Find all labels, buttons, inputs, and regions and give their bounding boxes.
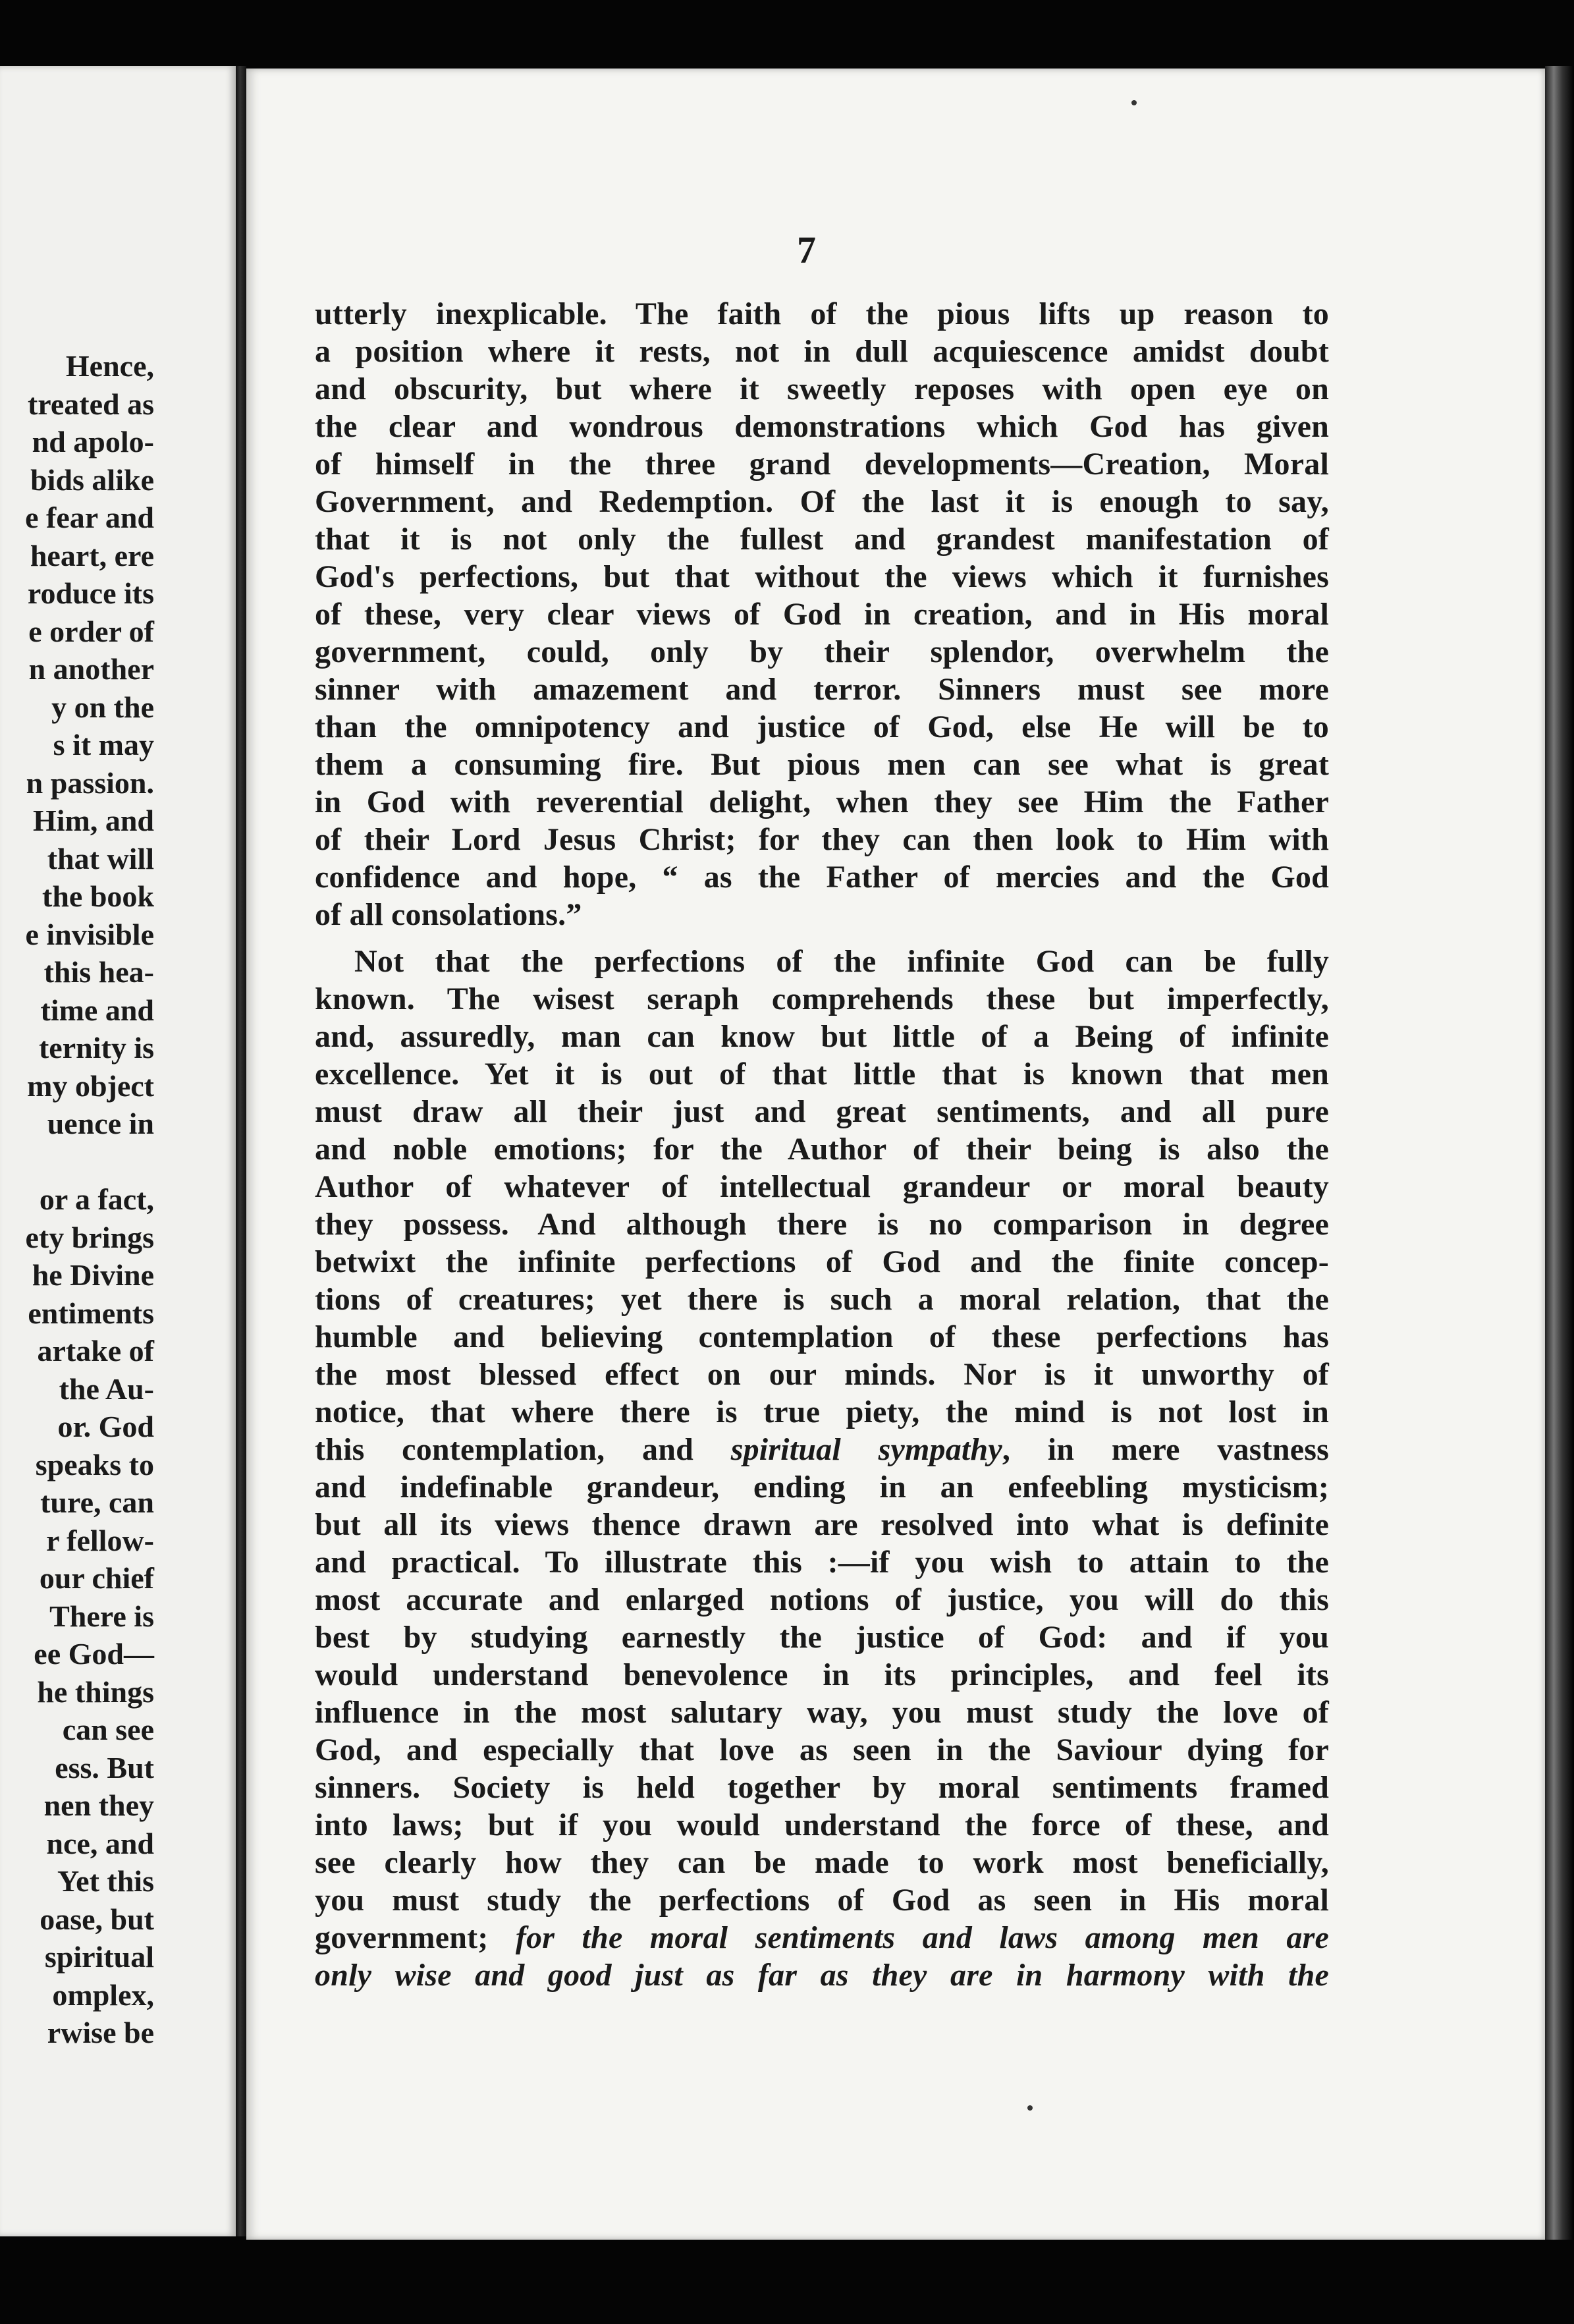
text-line: God, and especially that love as seen in the Saviour dying for xyxy=(315,1732,1329,1767)
previous-page-text xyxy=(25,347,154,2052)
previous-page xyxy=(0,66,236,2236)
text-line: must draw all their just and great sentiments, and all pure xyxy=(315,1094,1329,1129)
previous-page-line: oase, but xyxy=(40,1902,154,1936)
previous-page-line: treated as xyxy=(27,387,154,421)
text-line: humble and believing contemplation of these perfections has xyxy=(315,1319,1329,1354)
text-line: see clearly how they can be made to work most beneficially, xyxy=(315,1845,1329,1880)
text-line: influence in the most salutary way, you must study the love of xyxy=(315,1695,1329,1730)
previous-page-line: uence in xyxy=(47,1107,154,1140)
text-line: and indefinable grandeur, ending in an enfeebling mysticism; xyxy=(315,1470,1329,1505)
previous-page-line: rwise be xyxy=(47,2016,154,2049)
previous-page-line: n another xyxy=(28,652,154,686)
previous-page-line: nce, and xyxy=(46,1826,154,1860)
italic-phrase: spiritual sympathy xyxy=(730,1432,1002,1467)
text-line: utterly inexplicable. The faith of the pious lifts up reason to xyxy=(315,296,1329,331)
italic-phrase: for the moral sentiments and laws among men are xyxy=(515,1920,1329,1955)
paragraph-1 xyxy=(315,295,1329,943)
text-line: of himself in the three grand developments—Creation, Moral xyxy=(315,447,1329,482)
text-line: them a consuming fire. But pious men can see what is great xyxy=(315,747,1329,782)
text-line: tions of creatures; yet there is such a moral relation, that the xyxy=(315,1282,1329,1317)
previous-page-line: ess. But xyxy=(55,1750,154,1784)
text-line: of all consolations.” xyxy=(315,897,582,932)
previous-page-line: There is xyxy=(49,1599,154,1633)
previous-page-line: e invisible xyxy=(25,917,154,951)
previous-page-line: speaks to xyxy=(35,1447,154,1481)
text-line: confidence and hope, “ as the Father of mercies and the God xyxy=(315,860,1329,895)
text-line: best by studying earnestly the justice of God: and if you xyxy=(315,1620,1329,1655)
text-line: excellence. Yet it is out of that little that is known that men xyxy=(315,1057,1329,1092)
page-body xyxy=(315,295,1329,1994)
previous-page-line: entiments xyxy=(28,1296,154,1330)
previous-page-line: artake of xyxy=(37,1334,154,1368)
text-line: than the omnipotency and justice of God, else He will be to xyxy=(315,709,1329,744)
text-line: that it is not only the fullest and grandest manifestation of xyxy=(315,522,1329,557)
previous-page-line: this hea- xyxy=(43,955,154,989)
previous-page-line: s it may xyxy=(53,728,154,761)
text-line: God's perfections, but that without the views which it furnishes xyxy=(315,559,1329,594)
previous-page-line: he Divine xyxy=(32,1258,154,1292)
previous-page-line: n passion. xyxy=(26,765,154,800)
previous-page-line: the book xyxy=(42,879,154,913)
text-line: of their Lord Jesus Christ; for they can then look to Him with xyxy=(315,822,1329,857)
text-line: the clear and wondrous demonstrations which God has given xyxy=(315,409,1329,444)
text-line: Government, and Redemption. Of the last it is enough to say, xyxy=(315,484,1329,519)
previous-page-line: e order of xyxy=(28,614,154,648)
speck xyxy=(1027,2105,1033,2111)
text-line: the most blessed effect on our minds. Nor is it unworthy of xyxy=(315,1357,1329,1392)
text-line: they possess. And although there is no comparison in degree xyxy=(315,1207,1329,1242)
paragraph-2 xyxy=(315,943,1329,1994)
page-number: 7 xyxy=(797,229,816,271)
previous-page-line: y on the xyxy=(51,690,154,724)
speck xyxy=(1131,100,1137,105)
text-line: and, assuredly, man can know but little of a Being of infinite xyxy=(315,1019,1329,1054)
previous-page-line: ety brings xyxy=(25,1220,154,1254)
text-line: into laws; but if you would understand the force of these, and xyxy=(315,1808,1329,1842)
text-line: government, could, only by their splendor, overwhelm the xyxy=(315,634,1329,669)
previous-page-line: our chief xyxy=(39,1561,154,1595)
text-line: a position where it rests, not in dull acquiescence amidst doubt xyxy=(315,334,1329,369)
book-gutter xyxy=(236,66,246,2236)
italic-phrase: only wise and good just as far as they are in harmony with the xyxy=(315,1958,1329,1993)
previous-page-line: omplex, xyxy=(52,1978,154,2012)
text-line: notice, that where there is true piety, the mind is not lost in xyxy=(315,1395,1329,1429)
previous-page-line: ture, can xyxy=(40,1485,154,1519)
previous-page-line: he things xyxy=(37,1674,154,1709)
previous-page-line: or. God xyxy=(57,1410,154,1443)
previous-page-line: roduce its xyxy=(27,576,154,610)
text-line: Not that the perfections of the infinite God can be fully xyxy=(354,944,1329,979)
text-line: and obscurity, but where it sweetly reposes with open eye on xyxy=(315,372,1329,406)
previous-page-line: time and xyxy=(40,993,154,1027)
text-line: in God with reverential delight, when they see Him the Father xyxy=(315,785,1329,819)
previous-page-line: nen they xyxy=(43,1788,154,1822)
previous-page-line: r fellow- xyxy=(46,1523,154,1557)
text-line: sinners. Society is held together by moral sentiments framed xyxy=(315,1770,1329,1805)
text-line: of these, very clear views of God in creation, and in His moral xyxy=(315,597,1329,632)
previous-page-line: ee God— xyxy=(34,1637,154,1671)
text-line: sinner with amazement and terror. Sinners must see more xyxy=(315,672,1329,707)
previous-page-line: nd apolo- xyxy=(32,425,154,458)
page-edge xyxy=(1545,66,1574,2240)
previous-page-line xyxy=(25,1143,154,1181)
previous-page-line: or a fact, xyxy=(39,1182,154,1216)
text-line: and practical. To illustrate this :—if you wish to attain to the xyxy=(315,1545,1329,1580)
previous-page-line: Yet this xyxy=(57,1864,154,1898)
text-line: most accurate and enlarged notions of justice, you will do this xyxy=(315,1582,1329,1617)
text-line xyxy=(315,1956,1329,1994)
previous-page-line: bids alike xyxy=(30,462,154,497)
previous-page-line: the Au- xyxy=(59,1371,154,1406)
text-line: betwixt the infinite perfections of God and the finite concep- xyxy=(315,1244,1329,1279)
text-line: but all its views thence drawn are resolved into what is definite xyxy=(315,1507,1329,1542)
text-line: government; for the moral sentiments and laws among men are xyxy=(315,1920,1329,1955)
text-line: known. The wisest seraph comprehends these but imperfectly, xyxy=(315,982,1329,1016)
text-line: this contemplation, and spiritual sympathy, in mere vastness xyxy=(315,1432,1330,1467)
text-line: and noble emotions; for the Author of their being is also the xyxy=(315,1132,1329,1167)
previous-page-line: ternity is xyxy=(38,1031,154,1065)
text-line: would understand benevolence in its principles, and feel its xyxy=(315,1657,1329,1692)
previous-page-line: can see xyxy=(62,1713,154,1746)
previous-page-line: heart, ere xyxy=(30,538,154,572)
previous-page-line: Hence, xyxy=(65,349,154,383)
previous-page-line: my object xyxy=(27,1068,154,1103)
text-line: Author of whatever of intellectual grandeur or moral beauty xyxy=(315,1169,1329,1204)
previous-page-line: e fear and xyxy=(25,501,154,534)
text-line: you must study the perfections of God as seen in His moral xyxy=(315,1883,1329,1918)
previous-page-line: Him, and xyxy=(32,804,154,837)
previous-page-line: that will xyxy=(47,841,154,875)
previous-page-line: spiritual xyxy=(44,1940,154,1974)
